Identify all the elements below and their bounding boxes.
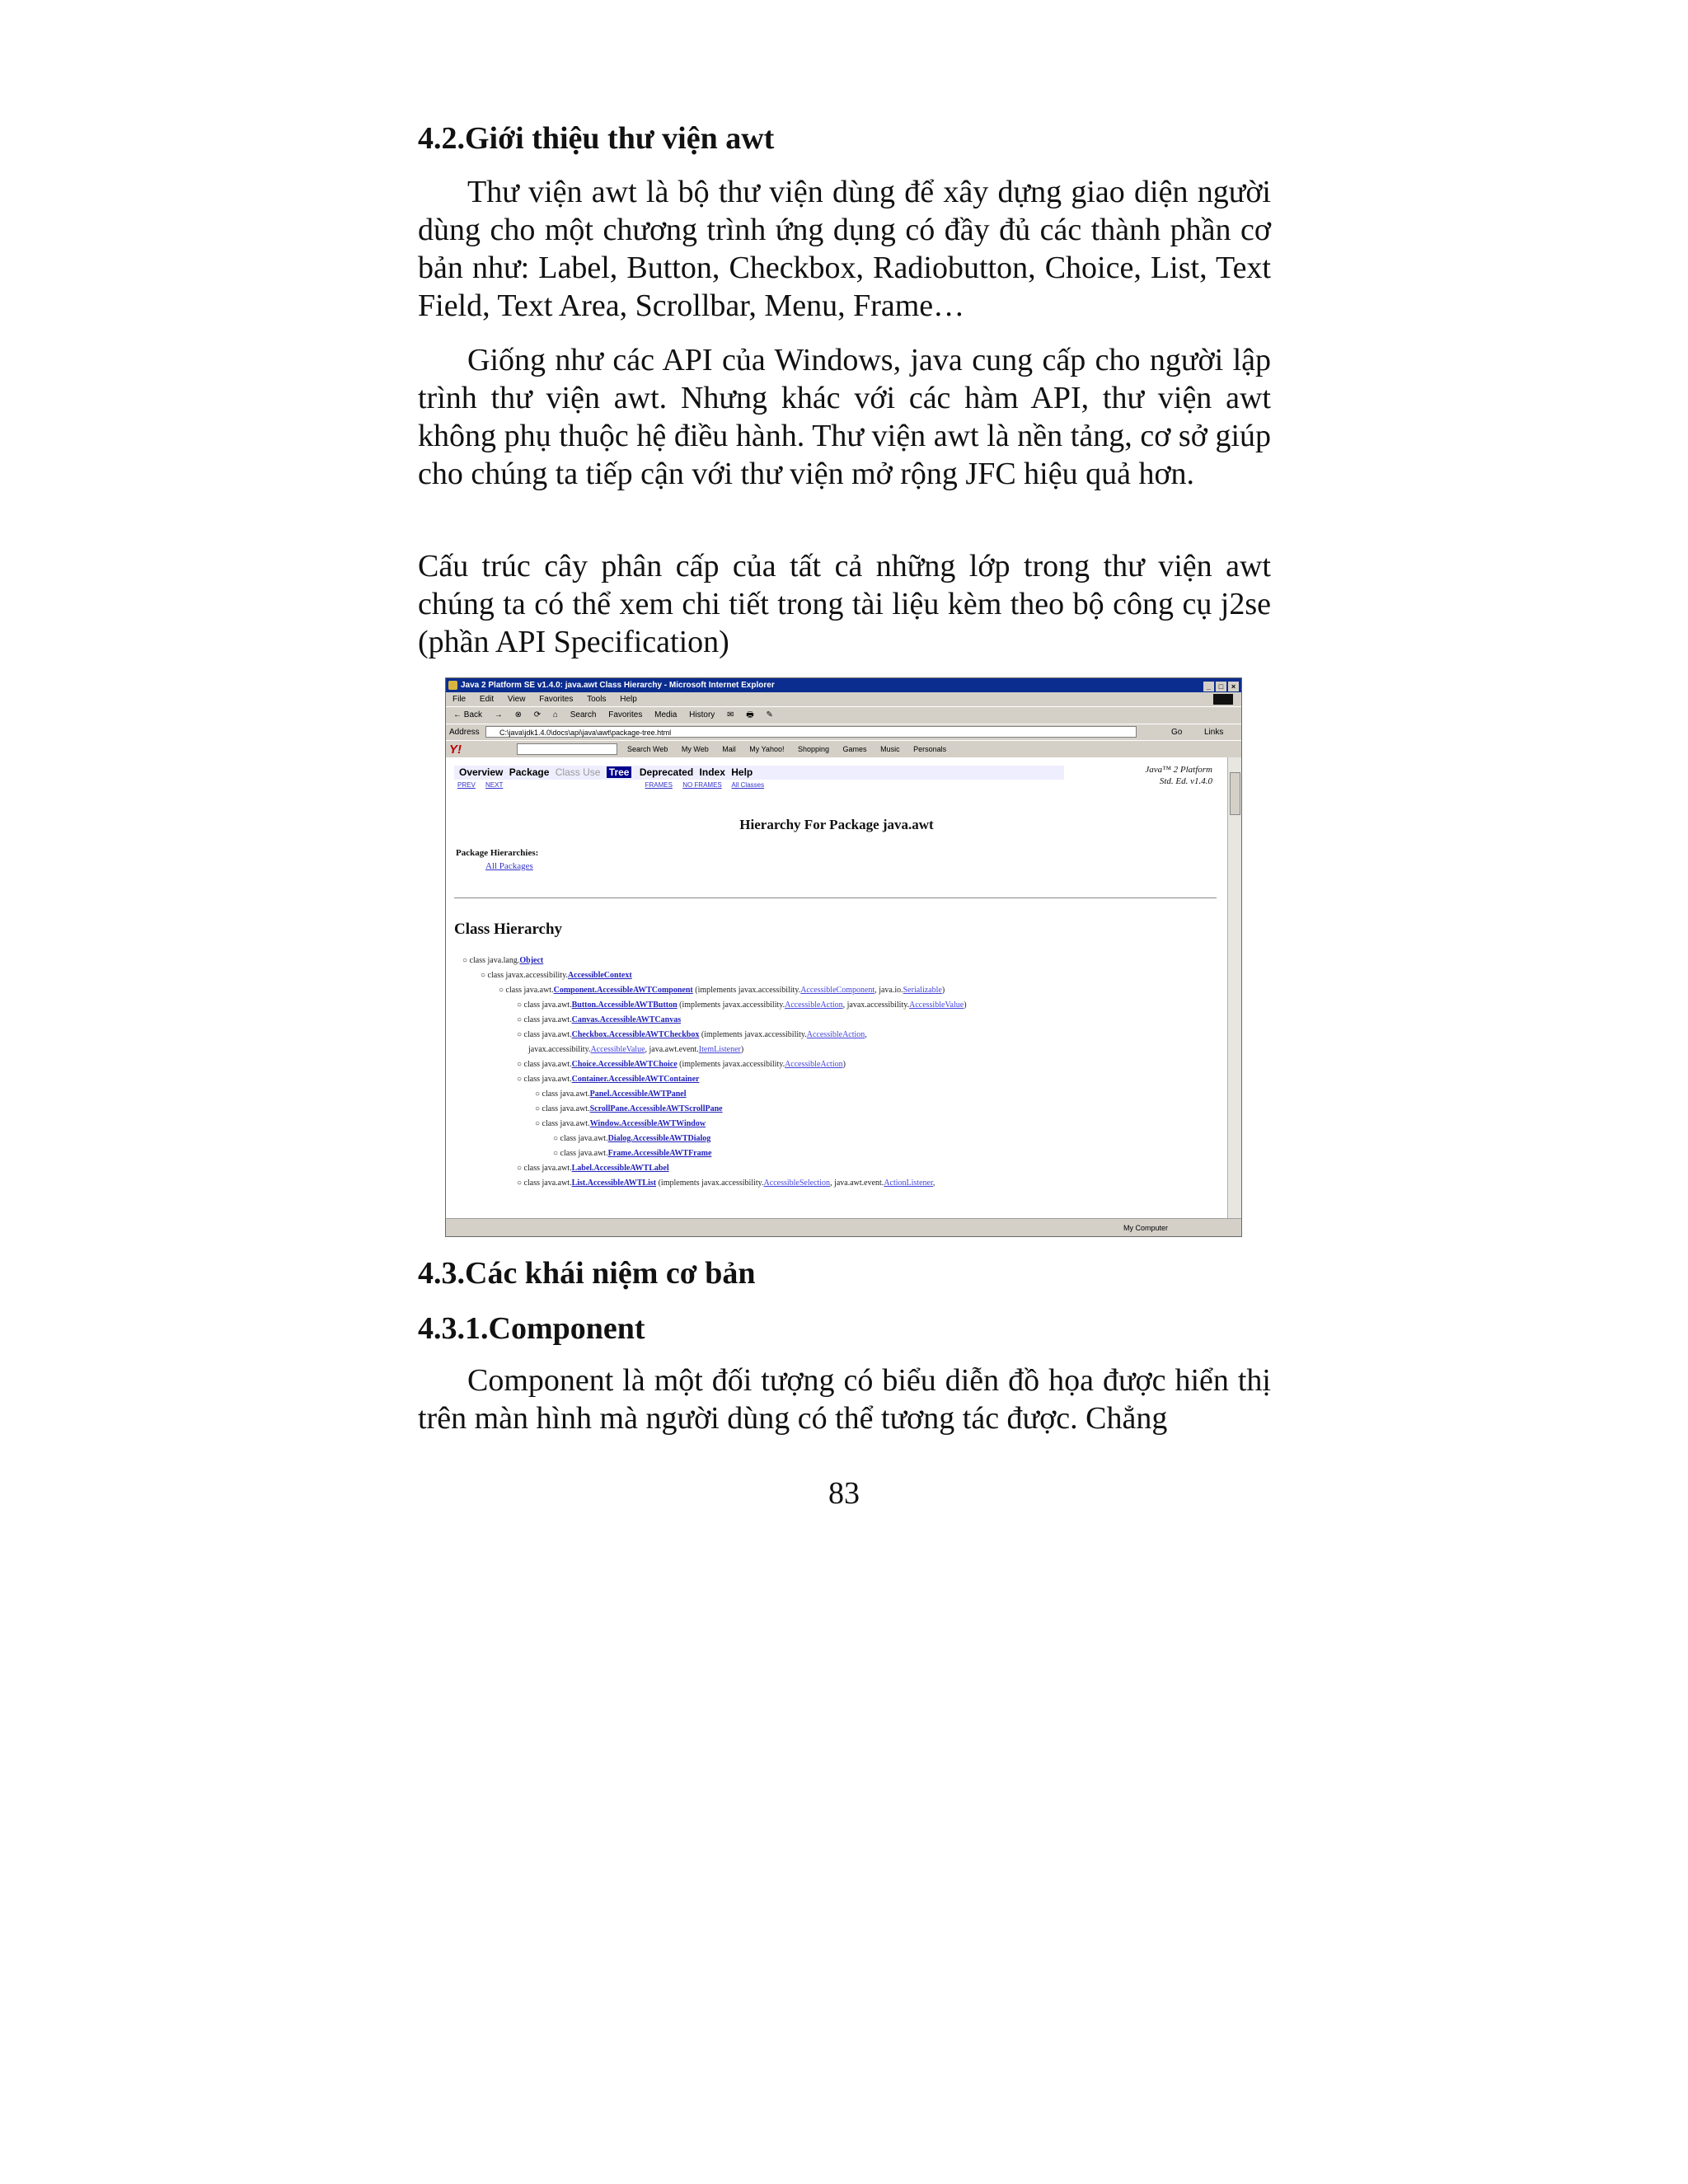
- tree-text: ○: [517, 1060, 524, 1069]
- history-button[interactable]: History: [689, 710, 715, 719]
- yahoo-my-yahoo[interactable]: My Yahoo!: [749, 745, 785, 753]
- status-zone: My Computer: [1123, 1224, 1169, 1232]
- section-heading-4-3-1: 4.3.1.Component: [418, 1311, 645, 1346]
- tree-text: , javax.accessibility.: [842, 1001, 910, 1010]
- section-heading-4-2: 4.2.Giới thiệu thư viện awt: [418, 121, 775, 156]
- tree-row: [535, 1089, 687, 1099]
- tree-row: [517, 1000, 967, 1010]
- class-link[interactable]: Component.AccessibleAWTComponent: [553, 986, 693, 995]
- class-hierarchy-heading: Class Hierarchy: [454, 921, 563, 938]
- scrollbar-thumb[interactable]: [1230, 772, 1240, 815]
- nav-index[interactable]: Index: [699, 766, 725, 778]
- class-link[interactable]: Button.AccessibleAWTButton: [571, 1001, 678, 1010]
- minimize-button[interactable]: _: [1203, 682, 1214, 691]
- forward-button[interactable]: →: [494, 710, 503, 719]
- paragraph-awt-hierarchy: Cấu trúc cây phân cấp của tất cả những lớp trong thư viện awt chúng ta có thể xem chi tiết trong tài liệu kèm theo bộ công cụ j2se (phần API Specification): [418, 549, 1271, 659]
- tree-text: class java.awt.: [560, 1134, 608, 1143]
- address-bar: [446, 724, 1241, 740]
- tree-text: ,: [932, 1179, 935, 1188]
- platform-line-1: Java™ 2 Platform: [1145, 765, 1212, 775]
- yahoo-my-web[interactable]: My Web: [681, 745, 709, 753]
- search-button[interactable]: Search: [570, 710, 597, 719]
- favorites-button[interactable]: Favorites: [608, 710, 643, 719]
- platform-label: [1145, 764, 1212, 787]
- tree-text: ○: [553, 1149, 560, 1158]
- tree-text: ○: [499, 986, 506, 995]
- tree-text: ): [842, 1060, 846, 1069]
- nav-help[interactable]: Help: [731, 766, 753, 778]
- tree-row: [528, 1044, 743, 1055]
- menu-edit[interactable]: Edit: [479, 695, 495, 704]
- tree-text: class java.awt.: [523, 1164, 572, 1173]
- window-title: Java 2 Platform SE v1.4.0: java.awt Class Hierarchy - Microsoft Internet Explorer: [461, 681, 775, 690]
- tree-text: class java.awt.: [560, 1149, 608, 1158]
- frames-link[interactable]: FRAMES: [645, 781, 673, 789]
- menu-favorites[interactable]: Favorites: [539, 695, 574, 704]
- paragraph-awt-intro: Thư viện awt là bộ thư viện dùng để xây dựng giao diện người dùng cho một chương trình ứng dụng có đầy đủ các thành phần cơ bản như: Label, Button, Checkbox, Radiobutton, Choice, List, Text Field, Text Area, Scrollbar, Menu, Frame…: [418, 175, 1271, 323]
- class-link[interactable]: Frame.AccessibleAWTFrame: [607, 1149, 712, 1158]
- maximize-button[interactable]: □: [1216, 682, 1226, 691]
- yahoo-mail[interactable]: Mail: [722, 745, 736, 753]
- tree-text: class java.awt.: [523, 1030, 572, 1039]
- nav-deprecated[interactable]: Deprecated: [639, 766, 694, 778]
- tree-text: ○: [517, 1164, 524, 1173]
- javadoc-navbar: [454, 766, 1064, 780]
- yahoo-games[interactable]: Games: [842, 745, 867, 753]
- class-link[interactable]: Dialog.AccessibleAWTDialog: [607, 1134, 711, 1143]
- tree-text: (implements javax.accessibility.: [656, 1179, 764, 1188]
- tree-text: class java.awt.: [523, 1075, 572, 1084]
- class-link[interactable]: ScrollPane.AccessibleAWTScrollPane: [589, 1104, 723, 1113]
- class-link[interactable]: Canvas.AccessibleAWTCanvas: [571, 1015, 682, 1024]
- nav-tree[interactable]: Tree: [607, 766, 632, 778]
- nav-overview[interactable]: Overview: [459, 766, 504, 778]
- tree-text: class java.awt.: [542, 1119, 590, 1128]
- page-number: 83: [828, 1476, 860, 1511]
- tree-text: class javax.accessibility.: [487, 971, 568, 980]
- stop-button[interactable]: ⊗: [514, 710, 522, 719]
- platform-line-2: Std. Ed. v1.4.0: [1159, 776, 1212, 786]
- menu-file[interactable]: File: [452, 695, 467, 704]
- tree-text: ): [964, 1001, 967, 1010]
- tree-row: [481, 970, 632, 981]
- tree-text: (implements javax.accessibility.: [699, 1030, 807, 1039]
- tree-row: [462, 955, 543, 966]
- tree-text: , java.io.: [874, 986, 903, 995]
- tree-text: , java.awt.event.: [645, 1045, 699, 1054]
- home-button[interactable]: ⌂: [552, 710, 558, 719]
- tree-text: ○: [535, 1090, 542, 1099]
- prev-link[interactable]: PREV: [457, 781, 476, 789]
- all-classes-link[interactable]: All Classes: [731, 781, 765, 789]
- class-link[interactable]: Choice.AccessibleAWTChoice: [571, 1060, 678, 1069]
- windows-logo-icon: [1213, 694, 1233, 705]
- edit-button[interactable]: ✎: [766, 710, 773, 719]
- interface-link[interactable]: ItemListener: [698, 1045, 741, 1054]
- tree-text: ○: [481, 971, 488, 980]
- menu-view[interactable]: View: [507, 695, 526, 704]
- no-frames-link[interactable]: NO FRAMES: [682, 781, 722, 789]
- yahoo-personals[interactable]: Personals: [913, 745, 947, 753]
- close-button[interactable]: ×: [1228, 682, 1239, 691]
- back-button[interactable]: ← Back: [453, 710, 483, 719]
- tree-row: [499, 985, 945, 996]
- interface-link[interactable]: AccessibleValue: [590, 1045, 645, 1054]
- class-link[interactable]: Checkbox.AccessibleAWTCheckbox: [571, 1030, 700, 1039]
- interface-link[interactable]: AccessibleValue: [909, 1001, 964, 1010]
- javadoc-subnav: [457, 781, 1067, 789]
- hierarchy-title: Hierarchy For Package java.awt: [739, 817, 934, 832]
- yahoo-search-input[interactable]: [517, 743, 617, 755]
- mail-button[interactable]: ✉: [727, 710, 734, 719]
- tree-text: (implements javax.accessibility.: [692, 986, 801, 995]
- all-packages-link[interactable]: All Packages: [485, 861, 533, 871]
- tree-row: [535, 1104, 723, 1114]
- tree-text: ○: [517, 1030, 524, 1039]
- tree-text: class java.awt.: [542, 1090, 590, 1099]
- tree-row: [553, 1148, 711, 1159]
- tree-text: ○: [462, 956, 470, 965]
- ie-icon: [448, 681, 457, 690]
- tree-row: [517, 1163, 669, 1174]
- tree-text: class java.awt.: [523, 1001, 572, 1010]
- print-button[interactable]: 🖶: [746, 710, 754, 719]
- status-bar: [446, 1218, 1241, 1237]
- page-content: [446, 757, 1227, 1218]
- tree-text: ○: [517, 1001, 524, 1010]
- yahoo-search-web[interactable]: Search Web: [627, 745, 668, 753]
- go-button[interactable]: Go: [1171, 728, 1183, 737]
- yahoo-logo[interactable]: Y!: [449, 743, 462, 757]
- tree-text: ○: [535, 1104, 542, 1113]
- tree-text: ○: [535, 1119, 542, 1128]
- class-link[interactable]: List.AccessibleAWTList: [571, 1179, 657, 1188]
- menu-tools[interactable]: Tools: [587, 695, 607, 704]
- yahoo-music[interactable]: Music: [880, 745, 900, 753]
- interface-link[interactable]: AccessibleComponent: [800, 986, 875, 995]
- class-link[interactable]: Panel.AccessibleAWTPanel: [589, 1090, 687, 1099]
- tree-text: class java.awt.: [523, 1060, 572, 1069]
- tree-text: (implements javax.accessibility.: [677, 1060, 785, 1069]
- browser-screenshot-figure: [445, 677, 1242, 1237]
- media-button[interactable]: Media: [654, 710, 678, 719]
- menu-bar: [446, 692, 1241, 706]
- section-heading-4-3: 4.3.Các khái niệm cơ bản: [418, 1256, 756, 1291]
- tree-text: ○: [517, 1179, 524, 1188]
- tree-text: ○: [517, 1075, 524, 1084]
- tree-text: ○: [517, 1015, 524, 1024]
- next-link[interactable]: NEXT: [485, 781, 504, 789]
- interface-link[interactable]: Serializable: [903, 986, 942, 995]
- tree-row: [517, 1059, 846, 1070]
- vertical-scrollbar[interactable]: [1227, 757, 1241, 1218]
- class-link[interactable]: Window.AccessibleAWTWindow: [589, 1119, 706, 1128]
- class-link[interactable]: AccessibleContext: [567, 971, 632, 980]
- tree-row: [535, 1118, 706, 1129]
- tree-text: class java.lang.: [469, 956, 520, 965]
- interface-link[interactable]: AccessibleAction: [785, 1060, 843, 1069]
- yahoo-toolbar: [446, 740, 1241, 757]
- window-titlebar: [446, 678, 1241, 692]
- class-link[interactable]: Container.AccessibleAWTContainer: [571, 1075, 700, 1084]
- tree-text: ○: [553, 1134, 560, 1143]
- tree-text: class java.awt.: [523, 1179, 572, 1188]
- links-button[interactable]: Links: [1204, 728, 1224, 737]
- refresh-button[interactable]: ⟳: [533, 710, 542, 719]
- package-hierarchies-label: Package Hierarchies:: [456, 848, 539, 858]
- interface-link[interactable]: AccessibleSelection: [763, 1179, 831, 1188]
- yahoo-shopping[interactable]: Shopping: [797, 745, 830, 753]
- paragraph-component: Component là một đối tượng có biểu diễn đồ họa được hiển thị trên màn hình mà người dùng có thể tương tác được. Chẳng: [418, 1363, 1271, 1436]
- nav-class-use: Class Use: [555, 766, 601, 778]
- tree-text: , java.awt.event.: [830, 1179, 884, 1188]
- address-label: Address: [449, 728, 480, 737]
- tree-text: class java.awt.: [542, 1104, 590, 1113]
- tree-text: class java.awt.: [523, 1015, 572, 1024]
- address-input[interactable]: C:\java\jdk1.4.0\docs\api\java\awt\package-tree.html: [485, 726, 1137, 738]
- nav-package[interactable]: Package: [509, 766, 550, 778]
- tree-row: [517, 1029, 867, 1040]
- tree-text: ,: [865, 1030, 867, 1039]
- tree-row: [553, 1133, 710, 1144]
- tree-text: javax.accessibility.: [528, 1045, 591, 1054]
- tree-text: ): [941, 986, 945, 995]
- tree-text: (implements javax.accessibility.: [677, 1001, 785, 1010]
- interface-link[interactable]: AccessibleAction: [806, 1030, 865, 1039]
- interface-link[interactable]: AccessibleAction: [785, 1001, 843, 1010]
- interface-link[interactable]: ActionListener: [884, 1179, 933, 1188]
- paragraph-awt-api: Giống như các API của Windows, java cung cấp cho người lập trình thư viện awt. Nhưng khác với các hàm API, thư viện awt không phụ thuộc hệ điều hành. Thư viện awt là nền tảng, cơ sở giúp cho chúng ta tiếp cận với thư viện mở rộng JFC hiệu quả hơn.: [418, 343, 1271, 491]
- tree-text: ): [740, 1045, 744, 1054]
- tree-row: [517, 1074, 700, 1085]
- tree-text: class java.awt.: [505, 986, 554, 995]
- tree-row: [517, 1178, 935, 1188]
- menu-help[interactable]: Help: [620, 695, 637, 704]
- tree-row: [517, 1015, 681, 1025]
- standard-toolbar: [446, 706, 1241, 724]
- class-link[interactable]: Label.AccessibleAWTLabel: [571, 1164, 669, 1173]
- class-link[interactable]: Object: [519, 956, 544, 965]
